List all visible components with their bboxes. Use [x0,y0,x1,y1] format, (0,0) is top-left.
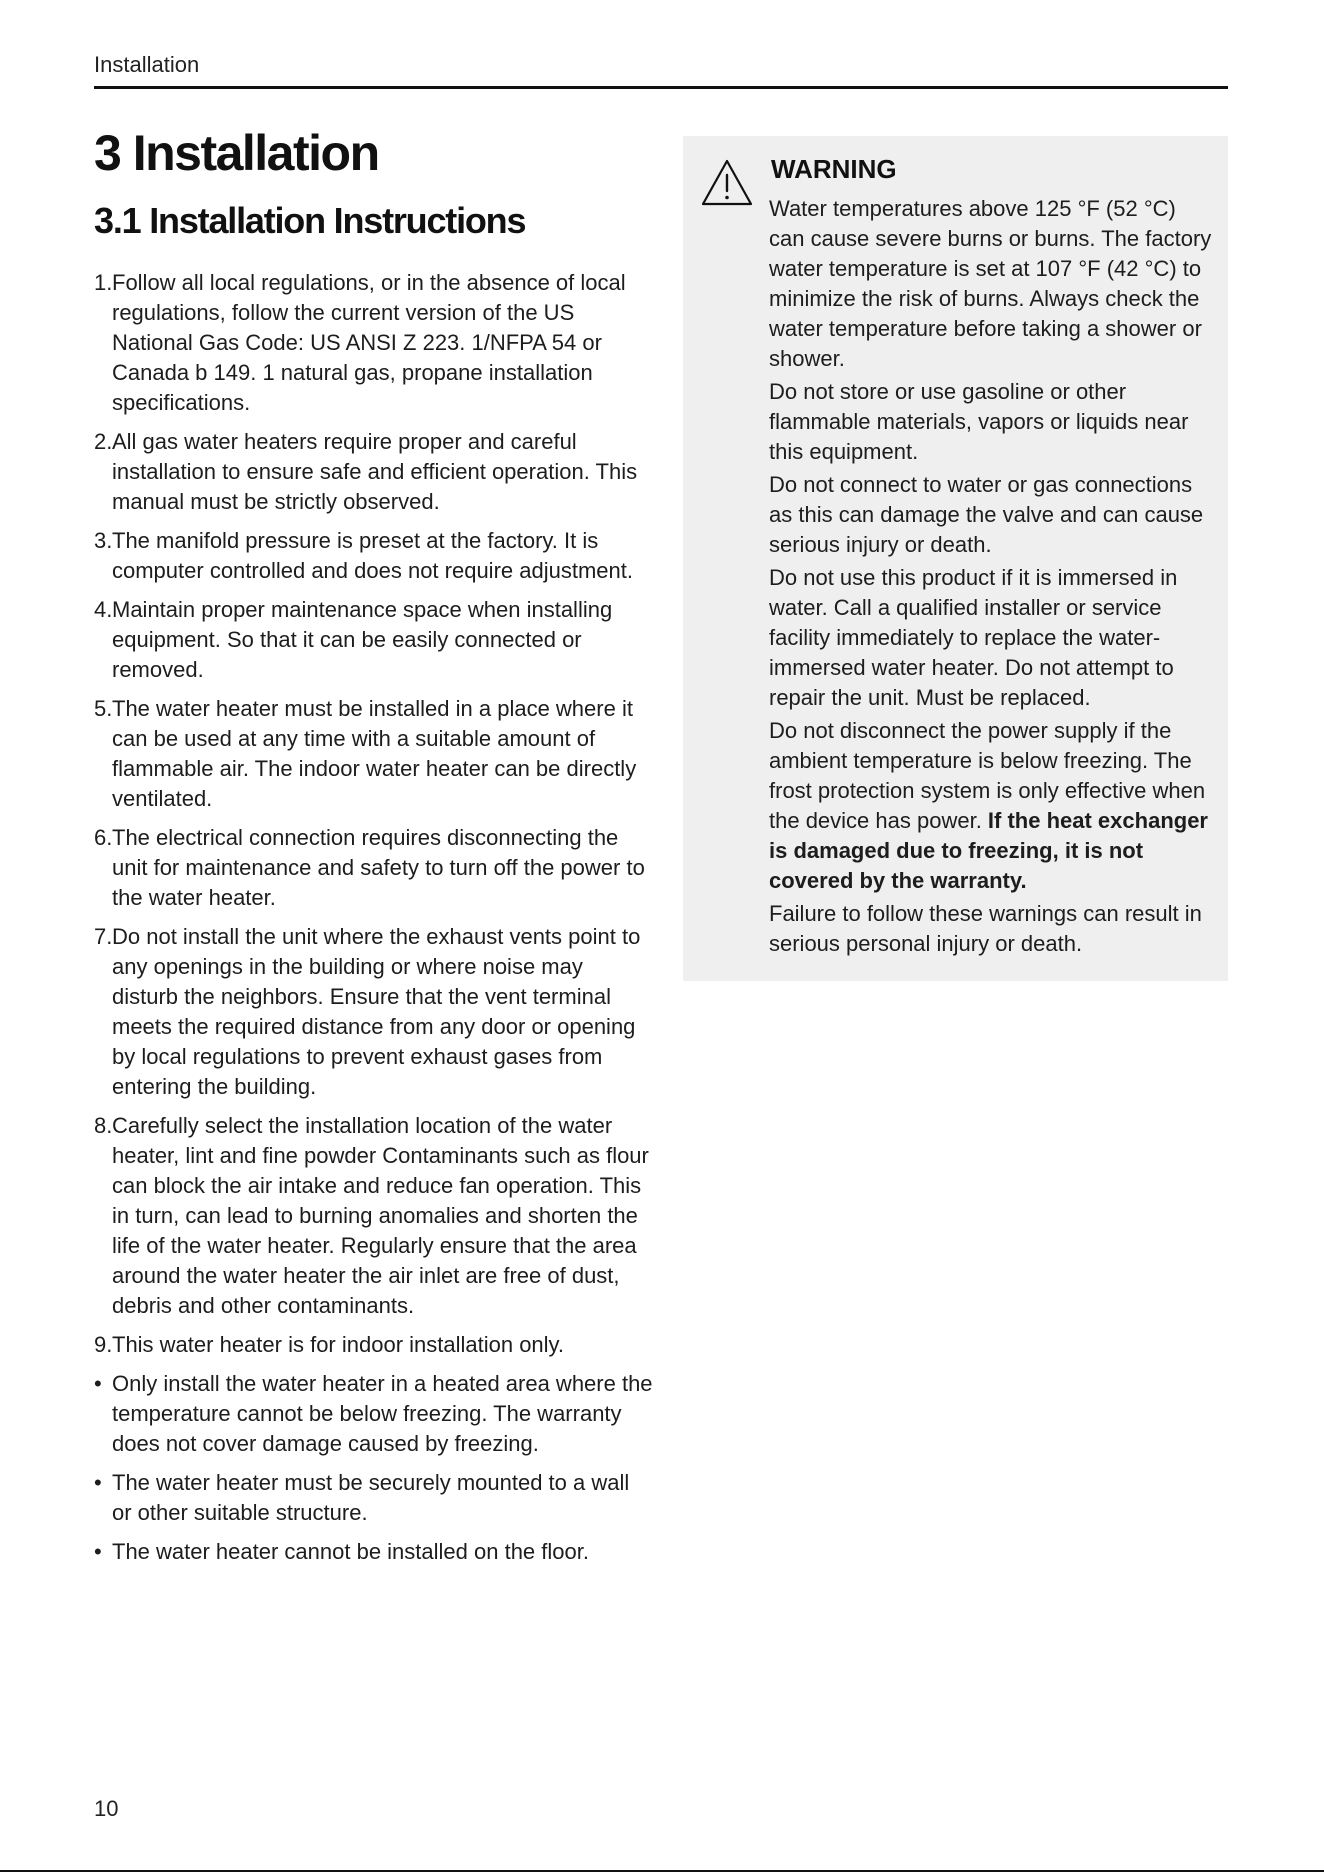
item-number: 3. [94,528,113,553]
list-item [94,922,654,1102]
warning-paragraph: Do not use this product if it is immersed in water. Call a qualified installer or service facility immediately to replace the water-immersed water heater. Do not attempt to repair the unit. Must be replaced. [769,565,1178,710]
bullet-marker: • [94,1470,102,1495]
warning-triangle-icon [700,158,754,208]
bullet-item [94,1369,654,1459]
warning-paragraph: Do not connect to water or gas connections as this can damage the valve and can cause serious injury or death. [769,472,1204,557]
warranty-exclusion-text: If the heat exchanger is damaged due to freezing, it is not covered by the warranty. [769,808,1208,893]
warning-body [769,194,1215,962]
warning-closing: Failure to follow these warnings can result in serious personal injury or death. [769,901,1202,956]
section-title: 3.1 Installation Instructions [94,200,526,241]
warning-freeze-text: Do not disconnect the power supply if the ambient temperature is below freezing. The frost protection system is only effective when the device has power. [769,718,1206,833]
item-text: Follow all local regulations, or in the absence of local regulations, follow the current version of the US National Gas Code: US ANSI Z 223. 1/NFPA 54 or Canada b 149. 1 natural gas, propane installation specifications. [112,270,626,415]
bullet-item [94,1468,654,1528]
warning-paragraph: Do not store or use gasoline or other flammable materials, vapors or liquids near this equipment. [769,379,1189,464]
bullet-marker: • [94,1539,102,1564]
warning-box [683,136,1228,981]
header-divider [94,86,1228,89]
list-item [94,427,654,517]
bullet-text: The water heater must be securely mounted to a wall or other suitable structure. [112,1470,630,1525]
item-number: 9. [94,1332,113,1357]
list-item [94,694,654,814]
list-item [94,823,654,913]
running-header: Installation [94,52,200,77]
item-text: Carefully select the installation location of the water heater, lint and fine powder Contaminants such as flour can block the air intake and reduce fan operation. This in turn, can lead to burning anomalies and shorten the life of the water heater. Regularly ensure that the area around the water heater the air inlet are free of dust, debris and other contaminants. [112,1113,649,1318]
item-text: Do not install the unit where the exhaust vents point to any openings in the building or where noise may disturb the neighbors. Ensure that the vent terminal meets the required distance from any door or opening by local regulations to prevent exhaust gases from entering the building. [112,924,641,1099]
warning-freeze-paragraph [769,716,1215,896]
item-number: 8. [94,1113,113,1138]
item-number: 1. [94,270,113,295]
chapter-title: 3 Installation [94,125,379,181]
item-number: 4. [94,597,113,622]
item-number: 2. [94,429,113,454]
item-number: 7. [94,924,113,949]
installation-instructions-list [94,268,654,1576]
item-number: 6. [94,825,113,850]
bullet-item [94,1537,654,1567]
warning-paragraph: Water temperatures above 125 °F (52 °C) can cause severe burns or burns. The factory water temperature is set at 107 °F (42 °C) to minimize the risk of burns. Always check the water temperature before taking a shower or shower. [769,196,1212,371]
item-text: The electrical connection requires disconnecting the unit for maintenance and safety to turn off the power to the water heater. [112,825,645,910]
list-item [94,595,654,685]
list-item [94,268,654,418]
bullet-text: The water heater cannot be installed on the floor. [112,1539,589,1564]
bullet-marker: • [94,1371,102,1396]
page-number: 10 [94,1796,119,1821]
list-item [94,1330,654,1360]
warning-title: WARNING [771,154,897,184]
bullet-text: Only install the water heater in a heated area where the temperature cannot be below freezing. The warranty does not cover damage caused by freezing. [112,1371,653,1456]
list-item [94,1111,654,1321]
list-item [94,526,654,586]
item-number: 5. [94,696,113,721]
item-text: All gas water heaters require proper and careful installation to ensure safe and efficient operation. This manual must be strictly observed. [112,429,638,514]
item-text: The water heater must be installed in a place where it can be used at any time with a suitable amount of flammable air. The indoor water heater can be directly ventilated. [112,696,637,811]
item-text: The manifold pressure is preset at the factory. It is computer controlled and does not require adjustment. [112,528,633,583]
item-text: This water heater is for indoor installation only. [112,1332,565,1357]
item-text: Maintain proper maintenance space when installing equipment. So that it can be easily connected or removed. [112,597,613,682]
